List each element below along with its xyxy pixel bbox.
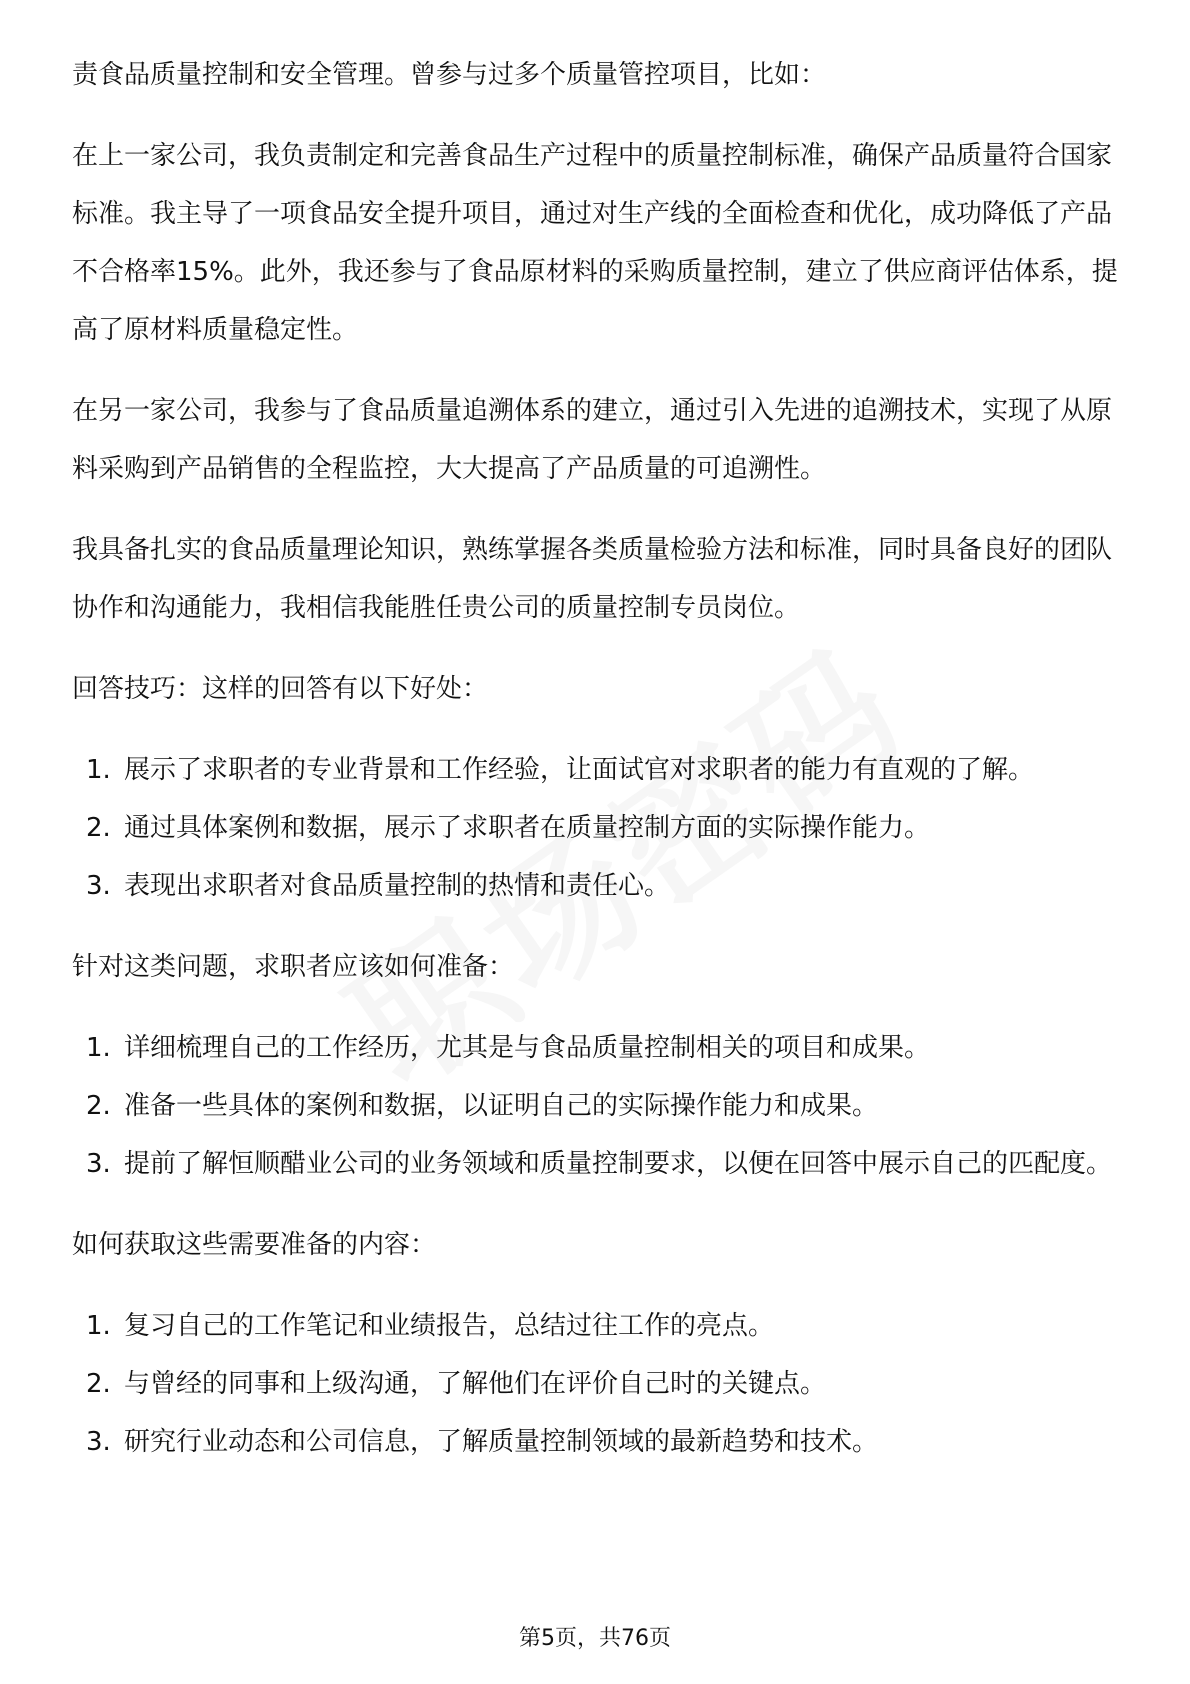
list-number: 2. (86, 813, 111, 843)
list-number: 1. (86, 755, 111, 785)
list-item (72, 741, 1122, 799)
obtain-list (72, 1297, 1122, 1471)
list-item-text: 准备一些具体的案例和数据，以证明自己的实际操作能力和成果。 (124, 1091, 879, 1121)
benefits-list (72, 741, 1122, 915)
list-item-text: 通过具体案例和数据，展示了求职者在质量控制方面的实际操作能力。 (124, 813, 931, 843)
list-item-text: 与曾经的同事和上级沟通，了解他们在评价自己时的关键点。 (124, 1369, 827, 1399)
list-item (72, 1413, 1122, 1471)
list-number: 1. (86, 1033, 111, 1063)
list-item (72, 799, 1122, 857)
list-item-text: 研究行业动态和公司信息，了解质量控制领域的最新趋势和技术。 (124, 1427, 879, 1457)
paragraph-qualifications: 我具备扎实的食品质量理论知识，熟练掌握各类质量检验方法和标准，同时具备良好的团队协作和沟通能力，我相信我能胜任贵公司的质量控制专员岗位。 (72, 535, 1113, 623)
heading-how-to-prepare: 针对这类问题，求职者应该如何准备： (72, 952, 515, 982)
list-item (72, 1297, 1122, 1355)
heading-answer-tips: 回答技巧：这样的回答有以下好处： (72, 674, 489, 704)
page-number: 第5页，共76页 (519, 1626, 671, 1651)
list-number: 3. (86, 1149, 111, 1179)
list-item (72, 1019, 1122, 1077)
list-number: 1. (86, 1311, 111, 1341)
list-number: 2. (86, 1369, 111, 1399)
document-body (72, 46, 1122, 1494)
list-item-text: 详细梳理自己的工作经历，尤其是与食品质量控制相关的项目和成果。 (124, 1033, 931, 1063)
list-item-text: 提前了解恒顺醋业公司的业务领域和质量控制要求，以便在回答中展示自己的匹配度。 (124, 1149, 1113, 1179)
paragraph-another-company: 在另一家公司，我参与了食品质量追溯体系的建立，通过引入先进的追溯技术，实现了从原料采购到产品销售的全程监控，大大提高了产品质量的可追溯性。 (72, 396, 1113, 484)
heading-how-to-obtain: 如何获取这些需要准备的内容： (72, 1230, 437, 1260)
list-item-text: 表现出求职者对食品质量控制的热情和责任心。 (124, 871, 671, 901)
list-item (72, 857, 1122, 915)
list-number: 2. (86, 1091, 111, 1121)
paragraph-previous-company: 在上一家公司，我负责制定和完善食品生产过程中的质量控制标准，确保产品质量符合国家标准。我主导了一项食品安全提升项目，通过对生产线的全面检查和优化，成功降低了产品不合格率15%。此外，我还参与了食品原材料的采购质量控制，建立了供应商评估体系，提高了原材料质量稳定性。 (72, 141, 1118, 345)
list-number: 3. (86, 871, 111, 901)
prepare-list (72, 1019, 1122, 1193)
list-item-text: 展示了求职者的专业背景和工作经验，让面试官对求职者的能力有直观的了解。 (124, 755, 1035, 785)
list-number: 3. (86, 1427, 111, 1457)
list-item (72, 1077, 1122, 1135)
list-item (72, 1355, 1122, 1413)
list-item-text: 复习自己的工作笔记和业绩报告，总结过往工作的亮点。 (124, 1311, 775, 1341)
paragraph-intro-continuation: 责食品质量控制和安全管理。曾参与过多个质量管控项目，比如： (72, 60, 827, 90)
list-item (72, 1135, 1122, 1193)
